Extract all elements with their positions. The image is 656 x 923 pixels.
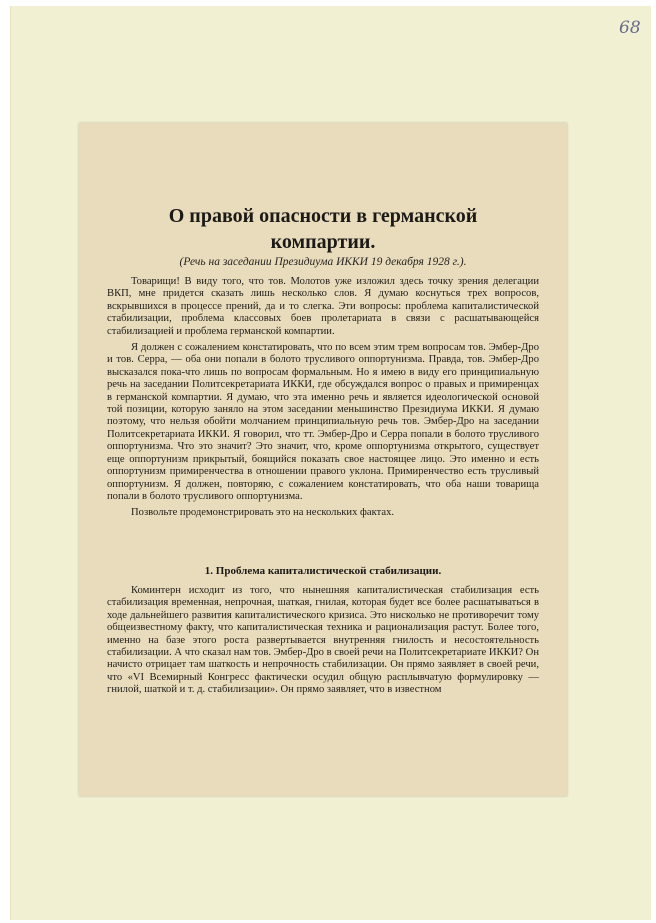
document-sheet <box>79 123 567 796</box>
section-body <box>107 585 539 701</box>
handwritten-page-number: 68 <box>619 18 641 38</box>
paragraph: Я должен с сожалением констатировать, что по всем этим трем вопросам тов. Эмбер-Дро и тов. Серра, — оба они попали в болото трусливого оппортунизма. Правда, тов. Эмбер-Дро высказался пока-что лишь по вопросам формальным. Но я имею в виду его принципиальную речь на заседании Политсекретариата ИККИ, где обсуждался вопрос о правых и примиренцах в германской компартии. Я думаю, что эта именно речь и является идеологической основой той позиции, которую заняло на этом заседании меньшинство Президиума ИККИ. Я думаю поэтому, что нельзя обойти молчанием принципиальную речь тов. Эмбер-Дро на заседании Политсекретариата ИККИ. Я говорил, что тт. Эмбер-Дро и Серра попали в болото трусливого оппортунизма. Что это значит? Это значит, что, кроме оппортунизма открытого, существует еще оппортунизм прикрытый, боящийся показать свое настоящее лицо. Это именно и есть оппортунизм примиренчества в отношении правого уклона. Примиренчество есть трусливый оппортунизм. Я должен, повторяю, с сожалением констатировать, что оба наши товарища попали в болото трусливого оппортунизма. <box>107 342 539 502</box>
section-heading: 1. Проблема капиталистической стабилизации. <box>204 565 442 577</box>
title-line-1: О правой опасности в германской <box>168 205 478 227</box>
intro-body <box>107 276 539 524</box>
paragraph: Товарищи! В виду того, что тов. Молотов уже изложил здесь точку зрения делегации ВКП, мне придется сказать лишь несколько слов. Я думаю коснуться трех вопросов, вскрывшихся в процессе прений, да и то слегка. Эти вопросы: проблема капиталистической стабилизации, проблема классовых боев пролетариата в связи с расшатывающейся стабилизацией и проблема германской компартии. <box>107 276 539 337</box>
paragraph: Коминтерн исходит из того, что нынешняя капиталистическая стабилизация есть стабилизация временная, непрочная, шаткая, гнилая, которая будет все более расшатываться в ходе дальнейшего развития капиталистического кризиса. Это нисколько не противоречит тому общеизвестному факту, что капиталистическая техника и рационализация растут. Более того, именно на базе этого роста развертывается внутренняя гнилость и несостоятельность стабилизации. А что сказал нам тов. Эмбер-Дро в своей речи на Политсекретариате ИККИ? Он начисто отрицает там шаткость и непрочность стабилизации. Он прямо заявляет в своей речи, что «VI Всемирный Конгресс фактически осудил общую расплывчатую формулировку — гнилой, шаткой и т. д. стабилизации». Он прямо заявляет, что в известном <box>107 585 539 696</box>
document-title <box>79 203 567 255</box>
paragraph: Позвольте продемонстрировать это на нескольких фактах. <box>131 507 395 519</box>
document-subtitle: (Речь на заседании Президиума ИККИ 19 декабря 1928 г.). <box>179 256 467 268</box>
title-line-2: компартии. <box>270 231 376 253</box>
